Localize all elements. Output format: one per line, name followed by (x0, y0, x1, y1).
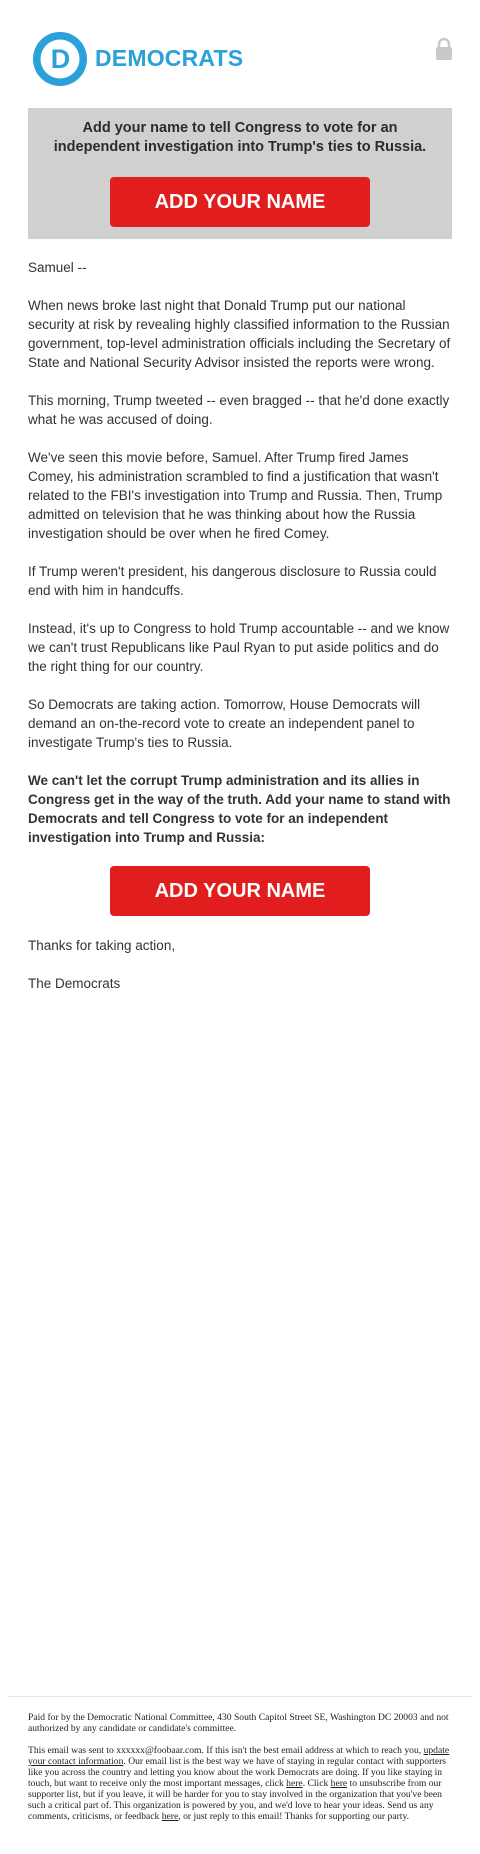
footer-text: . Our email list is the best way we have of staying in regular contact with supporters like you across the country and letting you know about the work Democrats are doing. If you like staying in touch, but want to receive only the most important messages, click (28, 1756, 447, 1789)
body-paragraph: Instead, it's up to Congress to hold Trump accountable -- and we know we can't trust Republicans like Paul Ryan to put aside politics and do the right thing for our country. (28, 621, 450, 674)
lock-icon (434, 37, 454, 61)
unsubscribe-link[interactable]: here (330, 1778, 348, 1789)
top-cta-text: Add your name to tell Congress to vote for an independent investigation into Trump's ties to Russia. (53, 120, 427, 155)
greeting: Samuel -- (28, 260, 87, 275)
subscription-notice (28, 1745, 454, 1822)
footer-text: to unsubscribe from our supporter list, but if you leave, it will be harder for you to stay involved in the organization that you've been such a critical part of. This organization is powered by you, and we'd love to hear your ideas. Send us any comments, criticisms, or feedback (28, 1778, 442, 1822)
bold-call-to-action: We can't let the corrupt Trump administration and its allies in Congress get in the way of the truth. Add your name to stand with Democrats and tell Congress to vote for an independent investigation into Trump and Russia: (28, 773, 451, 845)
closing-line: Thanks for taking action, (28, 938, 176, 953)
email-footer (28, 1712, 454, 1833)
add-your-name-button-bottom[interactable]: ADD YOUR NAME (110, 866, 370, 916)
important-messages-only-link[interactable]: here (286, 1778, 303, 1789)
body-paragraph: So Democrats are taking action. Tomorrow, House Democrats will demand an on-the-record vote to create an independent panel to investigate Trump's ties to Russia. (28, 697, 421, 750)
democrats-logo-icon (33, 32, 87, 86)
body-paragraph: If Trump weren't president, his dangerous disclosure to Russia could end with him in handcuffs. (28, 564, 437, 598)
update-contact-info-link[interactable]: update your contact information (28, 1745, 450, 1767)
footer-divider (8, 1696, 472, 1697)
brand-wordmark: DEMOCRATS (95, 45, 244, 71)
logo-letter: D (50, 44, 71, 74)
body-paragraph: We've seen this movie before, Samuel. After Trump fired James Comey, his administration scrambled to find a justification that wasn't related to the FBI's investigation into Trump and Russia. Then, Trump admitted on television that he was thinking about how the Russia investigation should be over when he fired Comey. (28, 450, 443, 541)
paid-for-disclaimer: Paid for by the Democratic National Committee, 430 South Capitol Street SE, Washington DC 20003 and not authorized by any candidate or candidate's committee. (28, 1712, 449, 1734)
bottom-button-row (28, 866, 454, 916)
top-cta-panel (28, 108, 452, 239)
body-paragraph: This morning, Trump tweeted -- even bragged -- that he'd done exactly what he was accused of doing. (28, 393, 450, 427)
footer-text: This email was sent to xxxxxx@foobaar.com. If this isn't the best email address at which to reach you, (28, 1745, 424, 1756)
email-header (0, 0, 480, 108)
footer-text: , or just reply to this email! Thanks for supporting our party. (178, 1811, 410, 1822)
footer-text: . Click (302, 1778, 331, 1789)
body-paragraph: When news broke last night that Donald Trump put our national security at risk by revealing highly classified information to the Russian government, top-level administration officials including the Secretary of State and National Security Advisor insisted the reports were wrong. (28, 298, 451, 370)
feedback-link[interactable]: here (161, 1811, 179, 1822)
email-body (28, 258, 454, 1012)
signature: The Democrats (28, 976, 121, 991)
add-your-name-button-top[interactable]: ADD YOUR NAME (110, 177, 370, 227)
